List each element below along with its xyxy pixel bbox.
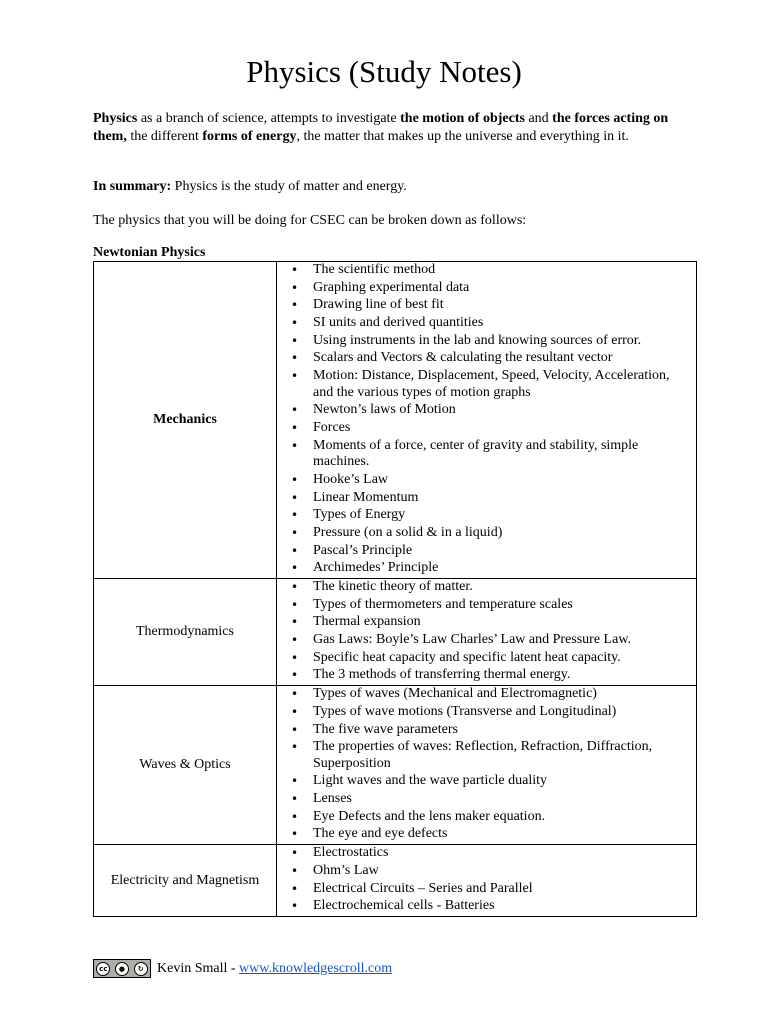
summary-text: Physics is the study of matter and energy. [171, 179, 407, 194]
intro-term: Physics [93, 111, 138, 126]
section-heading: Newtonian Physics [93, 245, 206, 260]
list-item: • Scalars and Vectors & calculating the resultant vector [313, 350, 690, 367]
topic-items-cell [277, 845, 697, 917]
list-item: • Newton’s laws of Motion [313, 402, 690, 419]
list-item: • Linear Momentum [313, 490, 690, 507]
topic-row [94, 262, 697, 579]
list-item: • SI units and derived quantities [313, 315, 690, 332]
list-item: • Archimedes’ Principle [313, 560, 690, 577]
list-item: • Electrical Circuits – Series and Parallel [313, 881, 690, 898]
page-title: Physics (Study Notes) [246, 54, 522, 89]
list-item: • Moments of a force, center of gravity and stability, simple machines. [313, 438, 690, 471]
footer-link[interactable]: www.knowledgescroll.com [239, 960, 393, 976]
list-item: • The eye and eye defects [313, 826, 690, 843]
by-icon: ● [115, 962, 129, 976]
list-item: • Using instruments in the lab and knowing sources of error. [313, 333, 690, 350]
topic-items-cell [277, 579, 697, 686]
list-item: • Specific heat capacity and specific latent heat capacity. [313, 650, 690, 667]
topic-row [94, 845, 697, 917]
cc-icon: cc [96, 962, 110, 976]
topic-item-list [277, 579, 696, 684]
list-item: • Types of Energy [313, 507, 690, 524]
list-item: • The scientific method [313, 262, 690, 279]
topic-row [94, 579, 697, 686]
topic-category: Mechanics [94, 262, 277, 579]
list-item: • The 3 methods of transferring thermal energy. [313, 667, 690, 684]
topics-table [93, 261, 697, 917]
list-item: • Types of waves (Mechanical and Electromagnetic) [313, 686, 690, 703]
list-item: • The five wave parameters [313, 722, 690, 739]
list-item: • Light waves and the wave particle duality [313, 773, 690, 790]
sa-icon: ↻ [134, 962, 148, 976]
topic-category: Electricity and Magnetism [94, 845, 277, 917]
list-item: • Pascal’s Principle [313, 543, 690, 560]
breakdown-paragraph: The physics that you will be doing for CSEC can be broken down as follows: [93, 213, 527, 228]
list-item: • Hooke’s Law [313, 472, 690, 489]
list-item: • Pressure (on a solid & in a liquid) [313, 525, 690, 542]
list-item: • Lenses [313, 791, 690, 808]
list-item: • Thermal expansion [313, 614, 690, 631]
topic-item-list [277, 262, 696, 577]
topic-category: Waves & Optics [94, 686, 277, 845]
summary-paragraph [93, 178, 683, 196]
list-item: • Ohm’s Law [313, 863, 690, 880]
topic-item-list [277, 686, 696, 843]
list-item: • Eye Defects and the lens maker equation. [313, 809, 690, 826]
topic-items-cell [277, 262, 697, 579]
list-item: • Electrochemical cells - Batteries [313, 898, 690, 915]
list-item: • The kinetic theory of matter. [313, 579, 690, 596]
footer-author: Kevin Small - [157, 960, 236, 976]
list-item: • Types of wave motions (Transverse and Longitudinal) [313, 704, 690, 721]
list-item: • Electrostatics [313, 845, 690, 862]
intro-paragraph: Physics as a branch of science, attempts to investigate the motion of objects and the forces acting on them, the different forms of energy, the matter that makes up the universe and everything in it. [93, 111, 669, 144]
footer [93, 959, 392, 978]
list-item: • Graphing experimental data [313, 280, 690, 297]
list-item: • Drawing line of best fit [313, 297, 690, 314]
list-item: • Gas Laws: Boyle’s Law Charles’ Law and Pressure Law. [313, 632, 690, 649]
list-item: • The properties of waves: Reflection, Refraction, Diffraction, Superposition [313, 739, 690, 772]
topic-items-cell [277, 686, 697, 845]
list-item: • Motion: Distance, Displacement, Speed, Velocity, Acceleration, and the various types of motion graphs [313, 368, 690, 401]
list-item: • Types of thermometers and temperature scales [313, 597, 690, 614]
list-item: • Forces [313, 420, 690, 437]
summary-label: In summary: [93, 179, 172, 194]
topic-category: Thermodynamics [94, 579, 277, 686]
topic-row [94, 686, 697, 845]
topic-item-list [277, 845, 696, 915]
cc-license-icon[interactable] [93, 959, 151, 978]
